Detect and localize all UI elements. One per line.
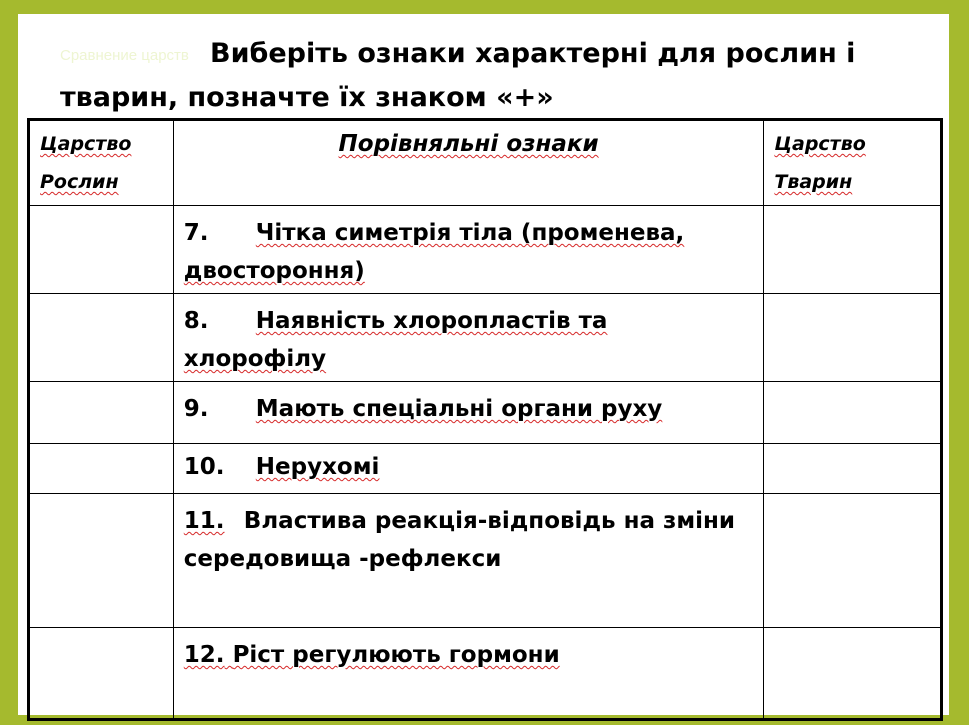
animals-mark-cell[interactable] (764, 494, 942, 628)
animals-mark-cell[interactable] (764, 444, 942, 494)
table-row (29, 444, 942, 494)
table-row (29, 494, 942, 628)
header-animals-kingdom: Царство Тварин (764, 120, 942, 206)
table-row (29, 206, 942, 294)
task-title-line1: Виберіть ознаки характерні для рослин і (210, 38, 856, 69)
plants-mark-cell[interactable] (29, 444, 174, 494)
ghost-title-text: Сравнение царств (60, 47, 189, 64)
feature-number: 11. (183, 508, 225, 534)
table-row (29, 294, 942, 382)
table-header-row (29, 120, 942, 206)
feature-text: Чітка симетрія тіла (променева, двостороння) (183, 220, 685, 284)
plants-mark-cell[interactable] (29, 294, 174, 382)
feature-cell (173, 382, 764, 444)
feature-text: Наявність хлоропластів та хлорофілу (183, 308, 608, 372)
task-title-line2: тварин, позначте їх знаком «+» (60, 82, 554, 113)
comparison-table (27, 118, 943, 721)
feature-number: 7. (183, 220, 209, 246)
feature-cell (173, 628, 764, 720)
feature-cell (173, 206, 764, 294)
plants-mark-cell[interactable] (29, 206, 174, 294)
slide (18, 14, 949, 715)
animals-mark-cell[interactable] (764, 294, 942, 382)
feature-number: 12. (183, 642, 225, 668)
header-comparative-features: Порівняльні ознаки (173, 120, 764, 206)
plants-mark-cell[interactable] (29, 494, 174, 628)
feature-number: 8. (183, 308, 209, 334)
plants-mark-cell[interactable] (29, 382, 174, 444)
feature-text: Властива реакція-відповідь на зміни середовища -рефлекси (183, 508, 736, 572)
feature-number: 9. (183, 396, 209, 422)
feature-text: 12. Ріст регулюють гормони (183, 642, 560, 668)
table-row (29, 382, 942, 444)
animals-mark-cell[interactable] (764, 382, 942, 444)
feature-cell (173, 494, 764, 628)
animals-mark-cell[interactable] (764, 206, 942, 294)
feature-text: Мають спеціальні органи руху (255, 396, 663, 422)
feature-cell (173, 294, 764, 382)
animals-mark-cell[interactable] (764, 628, 942, 720)
task-title (60, 32, 920, 120)
plants-mark-cell[interactable] (29, 628, 174, 720)
header-plants-kingdom: Царство Рослин (29, 120, 174, 206)
feature-number: 10. (183, 454, 225, 480)
table-row (29, 628, 942, 720)
feature-cell (173, 444, 764, 494)
feature-text: Нерухомі (255, 454, 380, 480)
